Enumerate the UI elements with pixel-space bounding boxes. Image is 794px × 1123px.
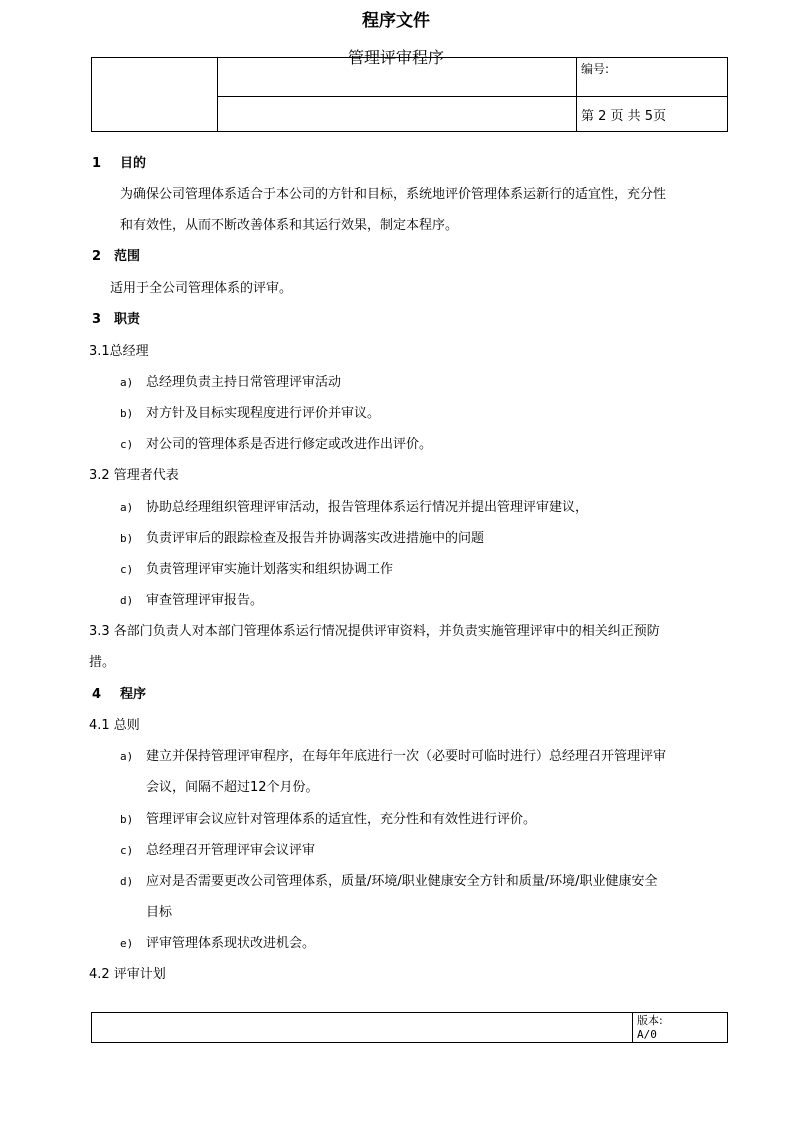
list-item: 负责管理评审实施计划落实和组织协调工作 [146, 562, 394, 577]
paragraph: 为确保公司管理体系适合于本公司的方针和目标，系统地评价管理体系运新行的适宜性，充分性 [120, 187, 667, 202]
section-number: 1 [92, 156, 102, 171]
list-item: 负责评审后的跟踪检查及报告并协调落实改进措施中的问题 [146, 531, 485, 546]
procedure-title: 管理评审程序 [347, 48, 444, 67]
list-label: a) [120, 501, 134, 514]
list-item: 总经理负责主持日常管理评审活动 [146, 375, 342, 390]
page-info: 第 2 页 共 5页 [581, 109, 667, 124]
list-item: 总经理召开管理评审会议评审 [146, 843, 316, 858]
list-item: 对方针及目标实现程度进行评价并审议。 [146, 406, 381, 421]
paragraph: 和有效性，从而不断改善体系和其运行效果，制定本程序。 [120, 218, 459, 233]
document-number-label: 编号: [581, 62, 610, 76]
list-label: a) [120, 750, 134, 763]
list-label: b) [120, 813, 134, 826]
list-item: 审查管理评审报告。 [146, 593, 264, 608]
section-number: 3 [92, 312, 102, 327]
header-divider [217, 58, 218, 131]
subsection-heading: 4.2 评审计划 [89, 967, 166, 982]
section-heading: 职责 [114, 312, 141, 327]
list-label: d) [120, 594, 134, 607]
list-label: c) [120, 844, 134, 857]
section-heading: 程序 [120, 687, 147, 702]
list-label: c) [120, 563, 134, 576]
list-label: a) [120, 376, 134, 389]
list-item: 管理评审会议应针对管理体系的适宜性，充分性和有效性进行评价。 [146, 812, 537, 827]
version-value: A/0 [637, 1028, 657, 1041]
document-footer-table [91, 1012, 728, 1043]
list-item: 建立并保持管理评审程序，在每年年底进行一次（必要时可临时进行）总经理召开管理评审 [146, 749, 667, 764]
subsection-heading: 4.1 总则 [89, 718, 140, 733]
header-divider [576, 58, 577, 131]
header-divider [217, 96, 727, 97]
document-type-title: 程序文件 [362, 11, 430, 31]
paragraph: 措。 [89, 655, 116, 670]
subsection-heading: 3.1总经理 [89, 344, 149, 359]
list-item: 对公司的管理体系是否进行修定或改进作出评价。 [146, 437, 433, 452]
subsection-heading: 3.2 管理者代表 [89, 468, 179, 483]
list-item-continuation: 目标 [146, 905, 173, 920]
list-label: b) [120, 532, 134, 545]
paragraph: 适用于全公司管理体系的评审。 [110, 281, 293, 296]
list-label: d) [120, 875, 134, 888]
list-label: e) [120, 937, 134, 950]
section-heading: 范围 [114, 249, 141, 264]
footer-divider [632, 1013, 633, 1042]
section-number: 2 [92, 249, 102, 264]
paragraph: 3.3 各部门负责人对本部门管理体系运行情况提供评审资料，并负责实施管理评审中的相关纠正预防 [89, 624, 660, 639]
section-heading: 目的 [120, 156, 147, 171]
list-item: 协助总经理组织管理评审活动，报告管理体系运行情况并提出管理评审建议， [146, 500, 589, 515]
list-label: b) [120, 407, 134, 420]
list-label: c) [120, 438, 134, 451]
section-number: 4 [92, 687, 102, 702]
list-item: 评审管理体系现状改进机会。 [146, 936, 316, 951]
list-item: 应对是否需要更改公司管理体系，质量/环境/职业健康安全方针和质量/环境/职业健康安全 [146, 874, 658, 889]
version-label: 版本: [637, 1014, 663, 1027]
list-item-continuation: 会议，间隔不超过12个月份。 [146, 780, 319, 795]
